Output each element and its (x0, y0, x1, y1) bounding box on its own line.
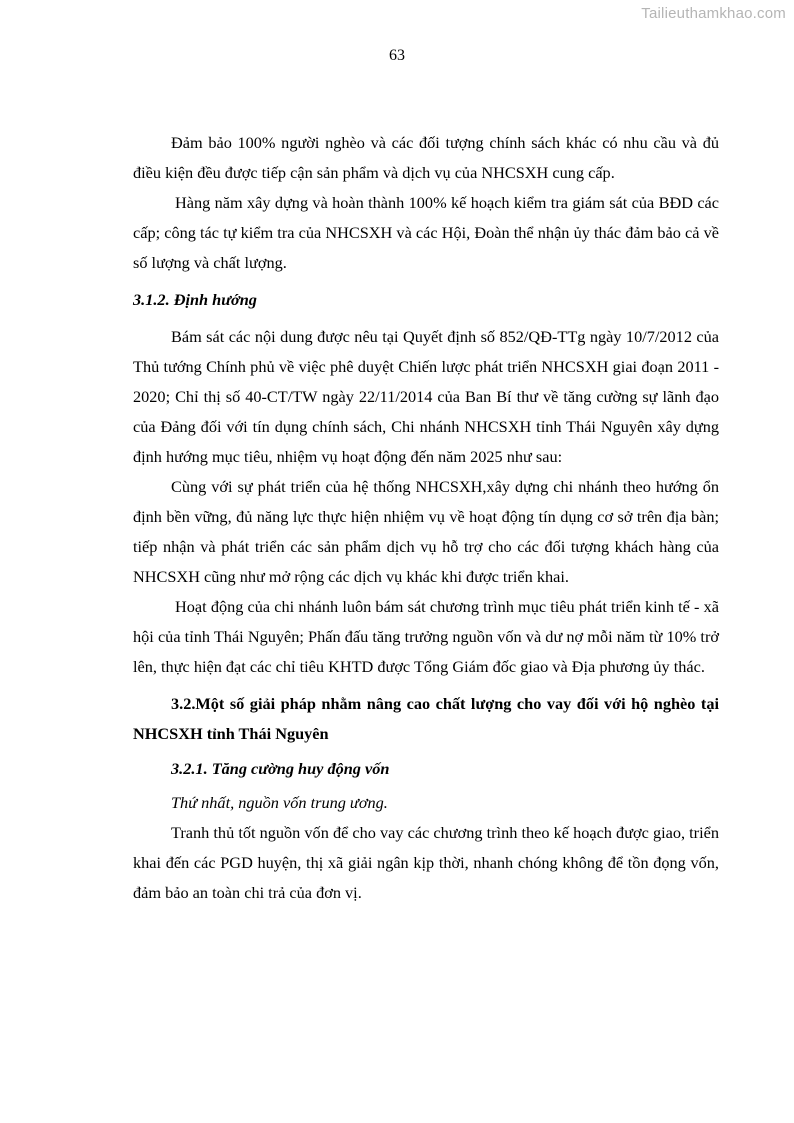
document-body (133, 128, 719, 908)
section-heading-3-2: 3.2.Một số giải pháp nhằm nâng cao chất lượng cho vay đối với hộ nghèo tại NHCSXH tỉnh Thái Nguyên (133, 694, 719, 743)
section-heading-3-2-1: 3.2.1. Tăng cường huy động vốn (171, 759, 390, 778)
paragraph-branch-activities: Hoạt động của chi nhánh luôn bám sát chương trình mục tiêu phát triển kinh tế - xã hội của tỉnh Thái Nguyên; Phấn đấu tăng trưởng nguồn vốn và dư nợ mỗi năm từ 10% trở lên, thực hiện đạt các chỉ tiêu KHTD được Tổng Giám đốc giao và Địa phương ủy thác. (133, 597, 719, 676)
paragraph-orientation: Bám sát các nội dung được nêu tại Quyết định số 852/QĐ-TTg ngày 10/7/2012 của Thủ tướng Chính phủ về việc phê duyệt Chiến lược phát triển NHCSXH giai đoạn 2011 - 2020; Chỉ thị số 40-CT/TW ngày 22/11/2014 của Ban Bí thư về tăng cường sự lãnh đạo của Đảng đối với tín dụng chính sách, Chi nhánh NHCSXH tỉnh Thái Nguyên xây dựng định hướng mục tiêu, nhiệm vụ hoạt động đến năm 2025 như sau: (133, 327, 719, 466)
paragraph-branch-development: Cùng với sự phát triển của hệ thống NHCSXH,xây dựng chi nhánh theo hướng ổn định bền vững, đủ năng lực thực hiện nhiệm vụ về hoạt động tín dụng cơ sở trên địa bàn; tiếp nhận và phát triển các sản phẩm dịch vụ hỗ trợ cho các đối tượng khách hàng của NHCSXH cũng như mở rộng các dịch vụ khác khi được triển khai. (133, 477, 719, 586)
paragraph-central-capital: Thứ nhất, nguồn vốn trung ương. (171, 793, 388, 812)
section-heading-3-1-2: 3.1.2. Định hướng (133, 290, 257, 309)
page-number: 63 (389, 47, 405, 64)
paragraph-poverty-access: Đảm bảo 100% người nghèo và các đối tượng chính sách khác có nhu cầu và đủ điều kiện đều được tiếp cận sản phẩm và dịch vụ của NHCSXH cung cấp. (133, 133, 719, 182)
paragraph-capital-usage: Tranh thủ tốt nguồn vốn để cho vay các chương trình theo kế hoạch được giao, triển khai đến các PGD huyện, thị xã giải ngân kịp thời, nhanh chóng không để tồn đọng vốn, đảm bảo an toàn chi trả của đơn vị. (133, 823, 719, 902)
paragraph-inspection-plan: Hàng năm xây dựng và hoàn thành 100% kế hoạch kiểm tra giám sát của BĐD các cấp; công tác tự kiểm tra của NHCSXH và các Hội, Đoàn thể nhận ủy thác đảm bảo cả về số lượng và chất lượng. (133, 193, 719, 272)
watermark-text: Tailieuthamkhao.com (641, 5, 786, 22)
